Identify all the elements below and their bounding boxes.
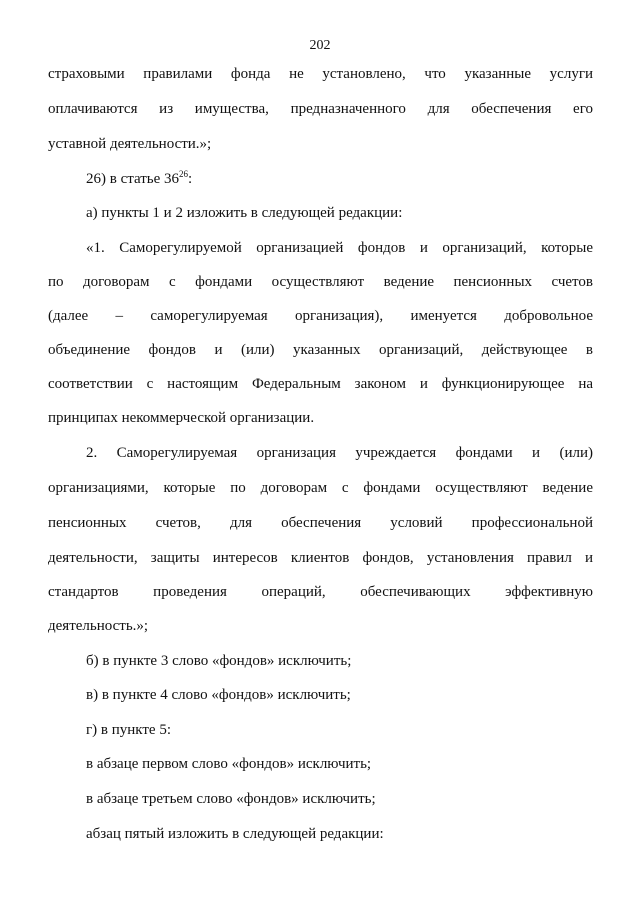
text-line: г) в пункте 5: (86, 722, 172, 738)
text-line: стандартов проведения операций, обеспечивающих эффективную (48, 584, 593, 600)
text-line: в) в пункте 4 слово «фондов» исключить; (86, 687, 351, 703)
article-line (86, 169, 593, 189)
text-line: 2. Саморегулируемая организация учреждается фондами и (или) (86, 445, 593, 461)
text-line: оплачиваются из имущества, предназначенного для обеспечения его (48, 101, 593, 117)
text-line: в абзаце третьем слово «фондов» исключить; (86, 791, 376, 807)
article-line-prefix: 26) в статье 36 (86, 171, 180, 187)
text-line: деятельности, защиты интересов клиентов фондов, установления правил и (48, 550, 593, 566)
text-line: объединение фондов и (или) указанных организаций, действующее в (48, 342, 593, 358)
text-line: а) пункты 1 и 2 изложить в следующей редакции: (86, 205, 403, 221)
text-line: в абзаце первом слово «фондов» исключить; (86, 756, 372, 772)
article-line-superscript: 26 (179, 169, 189, 179)
text-line: принципах некоммерческой организации. (48, 410, 315, 426)
text-line: организациями, которые по договорам с фондами осуществляют ведение (48, 480, 593, 496)
text-line: б) в пункте 3 слово «фондов» исключить; (86, 653, 352, 669)
text-line: пенсионных счетов, для обеспечения условий профессиональной (48, 515, 593, 531)
page-number: 202 (309, 38, 331, 53)
text-line: абзац пятый изложить в следующей редакции: (86, 826, 384, 842)
article-line-suffix: : (188, 171, 193, 187)
text-line: (далее – саморегулируемая организация), именуется добровольное (48, 308, 593, 324)
text-line: «1. Саморегулируемой организацией фондов и организаций, которые (86, 240, 593, 256)
text-line: уставной деятельности.»; (48, 136, 212, 152)
text-line: по договорам с фондами осуществляют ведение пенсионных счетов (48, 274, 593, 290)
text-line: соответствии с настоящим Федеральным законом и функционирующее на (48, 376, 593, 392)
text-line: деятельность.»; (48, 618, 149, 634)
text-line: страховыми правилами фонда не установлено, что указанные услуги (48, 66, 593, 82)
